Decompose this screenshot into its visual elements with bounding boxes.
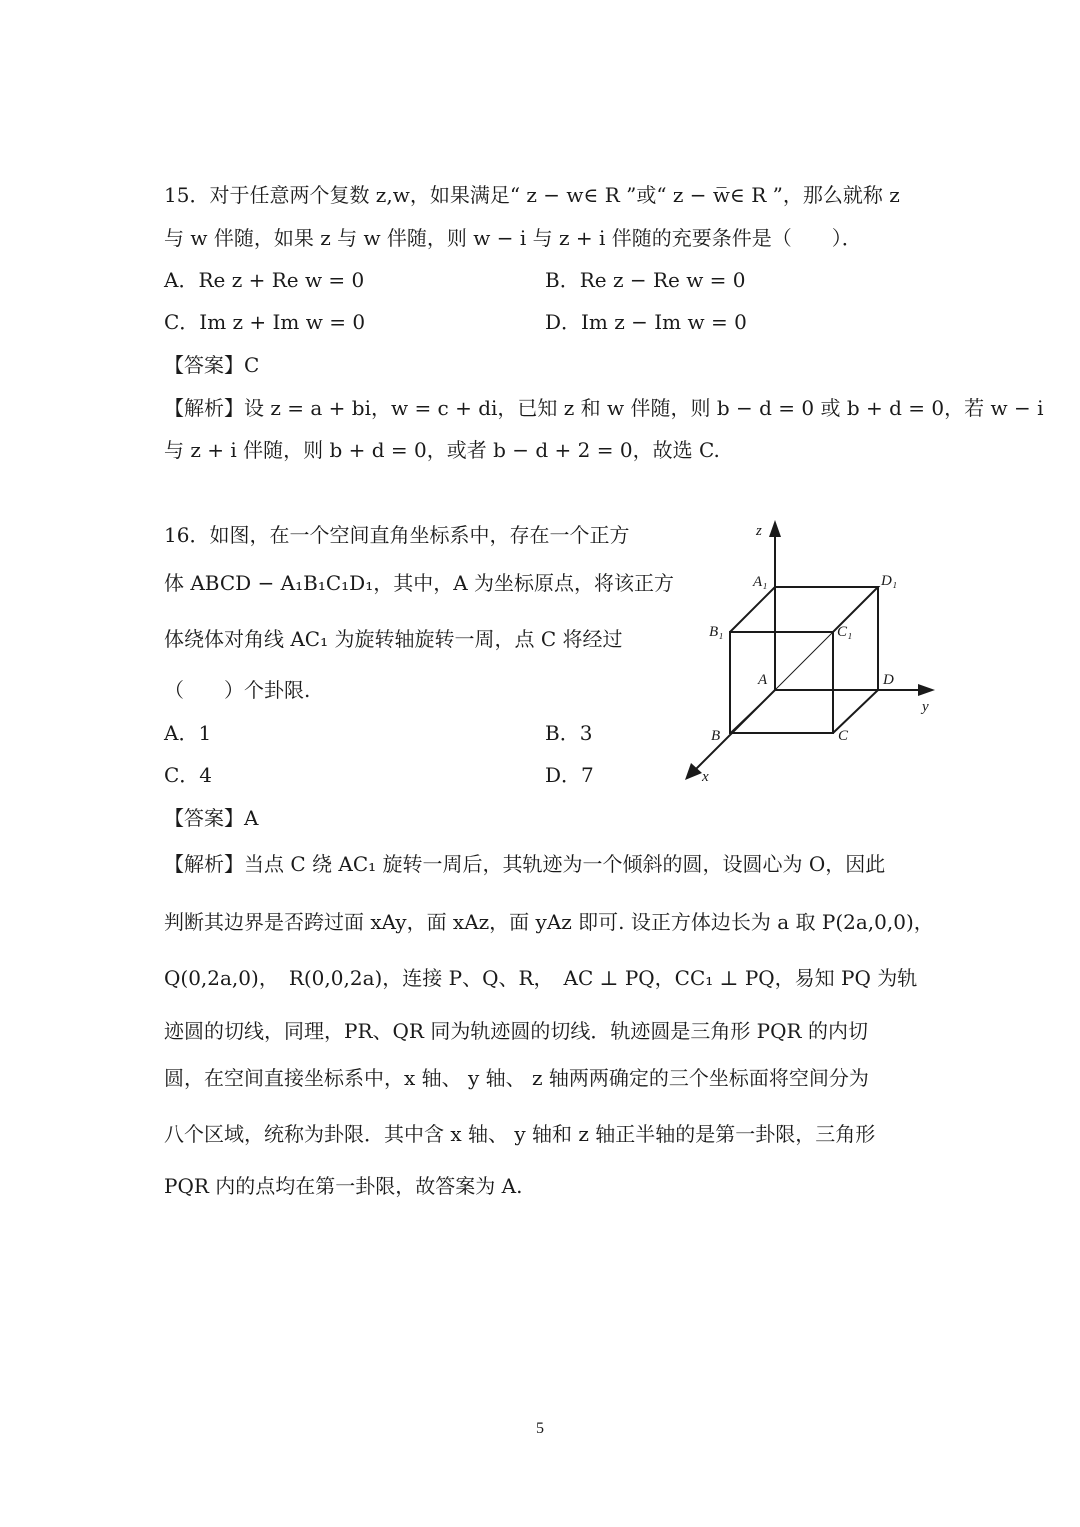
edge-cd [833, 690, 878, 733]
label-x: x [702, 769, 709, 785]
edge-ab [730, 690, 775, 733]
q15-option-d: D．Im z − Im w = 0 [545, 310, 747, 334]
q16-option-d: D．7 [545, 763, 594, 787]
q15-option-b: B．Re z − Re w = 0 [545, 268, 746, 292]
q15-option-a: A．Re z + Re w = 0 [164, 268, 365, 292]
q16-stem-line-1: 16．如图，在一个空间直角坐标系中，存在一个正方 [164, 523, 630, 547]
page-number: 5 [536, 1420, 544, 1437]
q16-stem-line-4: （ ）个卦限. [164, 678, 311, 702]
q16-option-a: A．1 [164, 721, 212, 745]
y-arrow-icon [918, 684, 935, 696]
label-a: A [758, 672, 768, 688]
q16-analysis-line-2: 判断其边界是否跨过面 xAy，面 xAz，面 yAz 即可. 设正方体边长为 a 取 P(2a,0,0)， [164, 910, 934, 934]
label-c: C [838, 728, 849, 744]
label-c1: C₁ [837, 624, 853, 640]
q16-analysis-line-4: 迹圆的切线，同理，PR、QR 同为轨迹圆的切线．轨迹圆是三角形 PQR 的内切 [164, 1019, 868, 1043]
q15-analysis-line-1: 【解析】设 z = a + bi，w = c + di，已知 z 和 w 伴随，则 b − d = 0 或 b + d = 0，若 w − i [164, 396, 1044, 420]
q15-answer: 【答案】C [164, 353, 260, 377]
q15-analysis-line-2: 与 z + i 伴随，则 b + d = 0，或者 b − d + 2 = 0，故选 C. [164, 438, 720, 462]
q16-stem-line-3: 体绕体对角线 AC₁ 为旋转轴旋转一周，点 C 将经过 [164, 627, 623, 651]
q15-stem-line-2: 与 w 伴随，如果 z 与 w 伴随，则 w − i 与 z + i 伴随的充要条件是（ ）． [164, 226, 862, 250]
q16-option-c: C．4 [164, 763, 213, 787]
z-arrow-icon [769, 520, 781, 537]
q16-analysis-line-5: 圆，在空间直接坐标系中，x 轴、 y 轴、 z 轴两两确定的三个坐标面将空间分为 [164, 1066, 869, 1090]
q16-analysis-line-6: 八个区域，统称为卦限．其中含 x 轴、 y 轴和 z 轴正半轴的是第一卦限，三角形 [164, 1122, 876, 1146]
q16-option-b: B．3 [545, 721, 593, 745]
label-b1: B₁ [709, 624, 724, 640]
cube-coordinate-figure [680, 515, 945, 785]
q16-analysis-line-3: Q(0,2a,0)， R(0,0,2a)，连接 P、Q、R， AC ⊥ PQ，CC₁ ⊥ PQ，易知 PQ 为轨 [164, 966, 918, 990]
q16-answer: 【答案】A [164, 806, 259, 830]
label-d1: D₁ [881, 573, 898, 589]
q16-stem-line-2: 体 ABCD − A₁B₁C₁D₁，其中，A 为坐标原点，将该正方 [164, 571, 675, 595]
q15-stem-line-1: 15．对于任意两个复数 z,w，如果满足“ z − w∈ R ”或“ z − w̅∈ R ”，那么就称 z [164, 183, 900, 207]
diagonal-ac1 [775, 632, 833, 690]
label-y: y [922, 699, 929, 715]
q15-option-c: C．Im z + Im w = 0 [164, 310, 366, 334]
top-face [730, 587, 878, 632]
label-d: D [883, 672, 894, 688]
label-a1: A₁ [753, 574, 768, 590]
q16-analysis-line-7: PQR 内的点均在第一卦限，故答案为 A. [164, 1174, 523, 1198]
q16-analysis-line-1: 【解析】当点 C 绕 AC₁ 旋转一周后，其轨迹为一个倾斜的圆，设圆心为 O，因此 [164, 852, 886, 876]
label-b: B [711, 728, 721, 744]
label-z: z [756, 523, 762, 539]
